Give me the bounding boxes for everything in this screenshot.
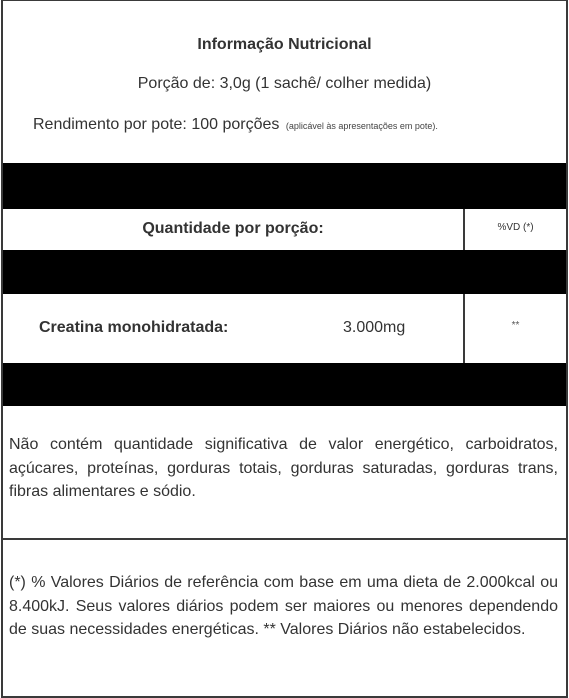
daily-values-footnote: (*) % Valores Diários de referência com base em uma dieta de 2.000kcal ou 8.400kJ. Seus valores diários podem ser maiores ou menores dependendo de suas necessidades energéticas. ** Valores Diários não estabelecidos. (9, 574, 558, 638)
table-header-row (3, 209, 566, 250)
quantity-per-portion-header: Quantidade por porção: (142, 220, 324, 237)
black-divider-bar (3, 363, 566, 406)
label-title: Informação Nutricional (197, 36, 372, 53)
black-divider-bar (3, 250, 566, 294)
portion-text: Porção de: 3,0g (1 sachê/ colher medida) (137, 75, 432, 92)
not-contains-note: Não contém quantidade significativa de valor energético, carboidratos, açúcares, proteínas, gorduras totais, gorduras saturadas, gorduras trans, fibras alimentares e sódio. (9, 436, 558, 500)
nutrient-amount: 3.000mg (343, 319, 406, 336)
section-divider (3, 538, 566, 540)
yield-text: Rendimento por pote: 100 porções (33, 116, 280, 133)
nutrient-name: Creatina monohidratada: (39, 319, 229, 336)
nutrition-facts-label (1, 0, 568, 698)
yield-line (33, 116, 566, 134)
nutrient-daily-value: ** (511, 320, 520, 331)
label-header (3, 1, 566, 163)
daily-value-header: %VD (*) (497, 222, 534, 233)
black-divider-bar (3, 163, 566, 209)
table-row (3, 294, 566, 363)
yield-note: (aplicável às apresentações em pote). (285, 121, 438, 131)
